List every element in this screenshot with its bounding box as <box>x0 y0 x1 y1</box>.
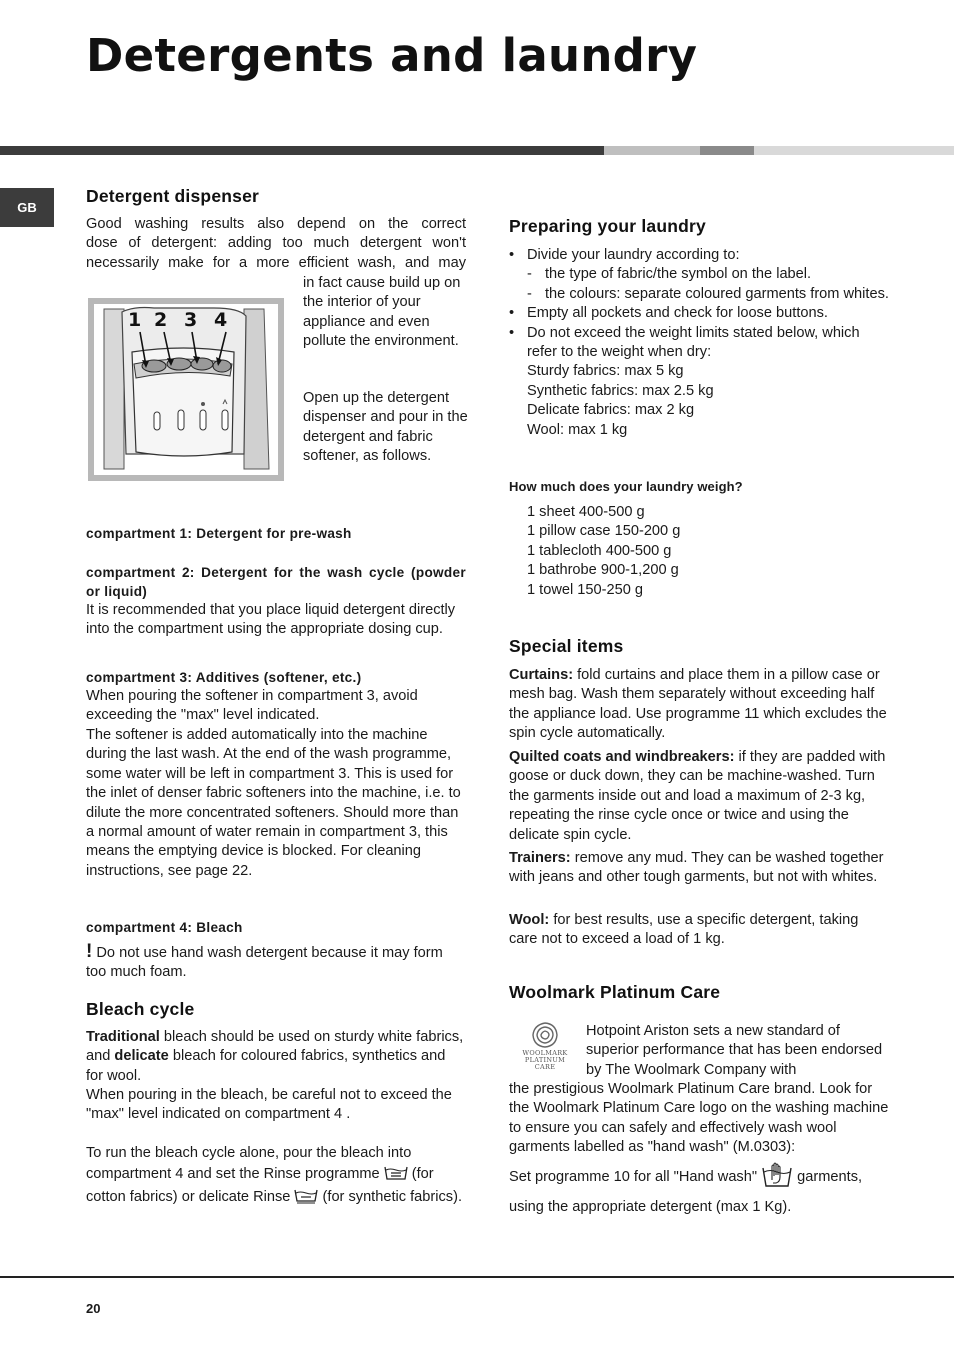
quilted-paragraph: Quilted coats and windbreakers: if they are padded with goose or duck down, they can be machine-washed. Turn the garments inside out and load a maximum of 2-3 kg, repeating the rinse cycle once or twice and using the delicate spin cycle. <box>509 749 886 843</box>
weight-item: 1 tablecloth 400-500 g <box>527 542 672 559</box>
header-band-mid <box>700 146 754 155</box>
trainers-paragraph: Trainers: remove any mud. They can be washed together with jeans and other tough garments, but not with whites. <box>509 850 884 886</box>
figure-label-1: 1 <box>128 309 142 331</box>
warning-text: Do not use hand wash detergent because it may form too much foam. <box>86 945 443 981</box>
dispenser-side-text-2: Open up the detergent dispenser and pour in the detergent and fabric softener, as follows. <box>303 390 468 465</box>
header-band-pale <box>754 146 954 155</box>
bleach-p3-a: To run the bleach cycle alone, pour the bleach into compartment 4 and set the Rinse programme <box>86 1145 412 1182</box>
bleach-cycle-heading: Bleach cycle <box>86 999 195 1019</box>
wool-label: Wool: <box>509 912 550 928</box>
list-item: • Empty all pockets and check for loose buttons. <box>509 305 828 322</box>
compartment-3-text-2: The softener is added automatically into the machine during the last wash. At the end of the wash programme, some water will be left in compartment 3. This is used for the inlet of denser fabric softeners into the machine, i.e. to dilute the more concentrated softeners. Should more than a normal amount of water remain in compartment 3, this means the emptying device is blocked. For cleaning instructions, see page 22. <box>86 727 461 879</box>
woolmark-programme-text: Set programme 10 for all "Hand wash" garments, using the appropriate detergent (max 1 Kg). <box>509 1162 889 1219</box>
detergent-dispenser-heading: Detergent dispenser <box>86 186 260 206</box>
compartment-4-label: compartment 4: Bleach <box>86 920 243 935</box>
bleach-p1-a: bleach should be used on sturdy white fabrics, and <box>86 1029 464 1065</box>
list-item: • Divide your laundry according to: - the type of fabric/the symbol on the label. - the colours: separate coloured garments from whites. <box>509 246 889 304</box>
woolmark-logo-line-3: CARE <box>534 1063 556 1071</box>
compartment-3-text: When pouring the softener in compartment 3, avoid exceeding the "max" level indicated. <box>86 688 418 724</box>
wool-paragraph: Wool: for best results, use a specific detergent, taking care not to exceed a load of 1 kg. <box>509 912 859 948</box>
warning-icon: ! <box>86 941 93 962</box>
page-title: Detergents and laundry <box>86 29 698 82</box>
language-tab: GB <box>0 188 54 227</box>
bleach-paragraph-1 <box>86 1028 466 1086</box>
bleach-paragraph-3 <box>86 1143 466 1211</box>
compartment-3-label: compartment 3: Additives (softener, etc.) <box>86 670 362 685</box>
laundry-weigh-heading: How much does your laundry weigh? <box>509 479 743 494</box>
page-number: 20 <box>86 1301 101 1316</box>
sub-list-item: - the colours: separate coloured garments from whites. <box>527 285 889 302</box>
figure-label-4: 4 <box>214 309 228 331</box>
bleach-p1-b: bleach for coloured fabrics, synthetics and for wool. <box>86 1048 446 1084</box>
woolmark-heading: Woolmark Platinum Care <box>509 982 721 1002</box>
weight-limit: Sturdy fabrics: max 5 kg <box>527 363 684 380</box>
weight-limit: Synthetic fabrics: max 2.5 kg <box>527 382 714 399</box>
quilted-label: Quilted coats and windbreakers: <box>509 749 735 765</box>
figure-label-2: 2 <box>154 309 168 331</box>
trainers-label: Trainers: <box>509 850 571 866</box>
woolmark-logo-line-2: PLATINUM <box>524 1056 566 1064</box>
bleach-p3-b: (for cotton fabrics) or delicate Rinse <box>86 1165 434 1205</box>
woolmark-logo <box>518 1020 572 1076</box>
dispenser-intro-line-3: necessarily make for a more efficient wash, and may <box>86 254 466 271</box>
woolmark-icon <box>518 1020 572 1050</box>
compartment-1-label: compartment 1: Detergent for pre-wash <box>86 526 352 541</box>
weight-item: 1 pillow case 150-200 g <box>527 523 681 540</box>
list-item: • Do not exceed the weight limits stated below, which refer to the weight when dry: Sturdy fabrics: max 5 kg Synthetic fabrics: max 2.5 kg Delicate fabrics: max 2 kg Wool: max 1 kg <box>509 324 889 440</box>
header-band-dark <box>0 146 604 155</box>
weight-item: 1 sheet 400-500 g <box>527 504 645 520</box>
weight-list <box>527 503 887 600</box>
weight-limit: Delicate fabrics: max 2 kg <box>527 402 695 419</box>
weight-item: 1 bathrobe 900-1,200 g <box>527 562 679 579</box>
warning-note <box>86 942 466 983</box>
dispenser-figure <box>88 298 284 481</box>
compartment-2-text: It is recommended that you place liquid detergent directly into the compartment using the appropriate dosing cup. <box>86 602 456 638</box>
curtains-label: Curtains: <box>509 667 574 683</box>
figure-label-3: 3 <box>184 309 198 331</box>
dispenser-side-text-1: in fact cause build up on the interior of your appliance and even pollute the environment. <box>303 275 461 350</box>
sub-list-item: - the type of fabric/the symbol on the label. <box>527 266 812 283</box>
woolmark-side-text: Hotpoint Ariston sets a new standard of superior performance that has been endorsed by The Woolmark Company with <box>586 1023 883 1078</box>
weight-limit: Wool: max 1 kg <box>527 421 628 438</box>
preparing-list <box>509 246 889 440</box>
bleach-paragraph-2: When pouring in the bleach, be careful not to exceed the "max" level indicated on compartment 4 . <box>86 1087 452 1123</box>
dispenser-intro-line-2: dose of detergent: adding too much detergent won't <box>86 235 466 252</box>
delicate-rinse-icon <box>294 1188 318 1211</box>
bleach-delicate-label: delicate <box>114 1048 169 1065</box>
special-items-heading: Special items <box>509 636 624 656</box>
curtains-paragraph: Curtains: fold curtains and place them in a pillow case or mesh bag. Wash them separately without exceeding half the appliance load. Use programme 11 which excludes the spin cycle automatically. <box>509 667 887 742</box>
compartment-2-label: compartment 2: Detergent for the wash cycle (powder or liquid) <box>86 565 466 600</box>
dispenser-intro-line-1: Good washing results also depend on the correct <box>86 216 466 232</box>
header-band-light <box>604 146 700 155</box>
footer-rule <box>0 1276 954 1278</box>
dispenser-illustration <box>94 304 278 475</box>
bleach-traditional-label: Traditional <box>86 1029 160 1045</box>
weight-item: 1 towel 150-250 g <box>527 581 644 598</box>
dispenser-intro <box>86 215 466 273</box>
bleach-p3-c: (for synthetic fabrics). <box>322 1189 463 1205</box>
preparing-laundry-heading: Preparing your laundry <box>509 216 706 236</box>
woolmark-body-text: the prestigious Woolmark Platinum Care brand. Look for the Woolmark Platinum Care logo on the washing machine to ensure you can safely and effectively wash wool garments labelled as "hand wash" (M.0303): <box>509 1081 889 1156</box>
rinse-icon <box>384 1165 408 1188</box>
woolmark-logo-line-1: WOOLMARK <box>522 1049 568 1057</box>
hand-wash-icon <box>761 1162 793 1196</box>
